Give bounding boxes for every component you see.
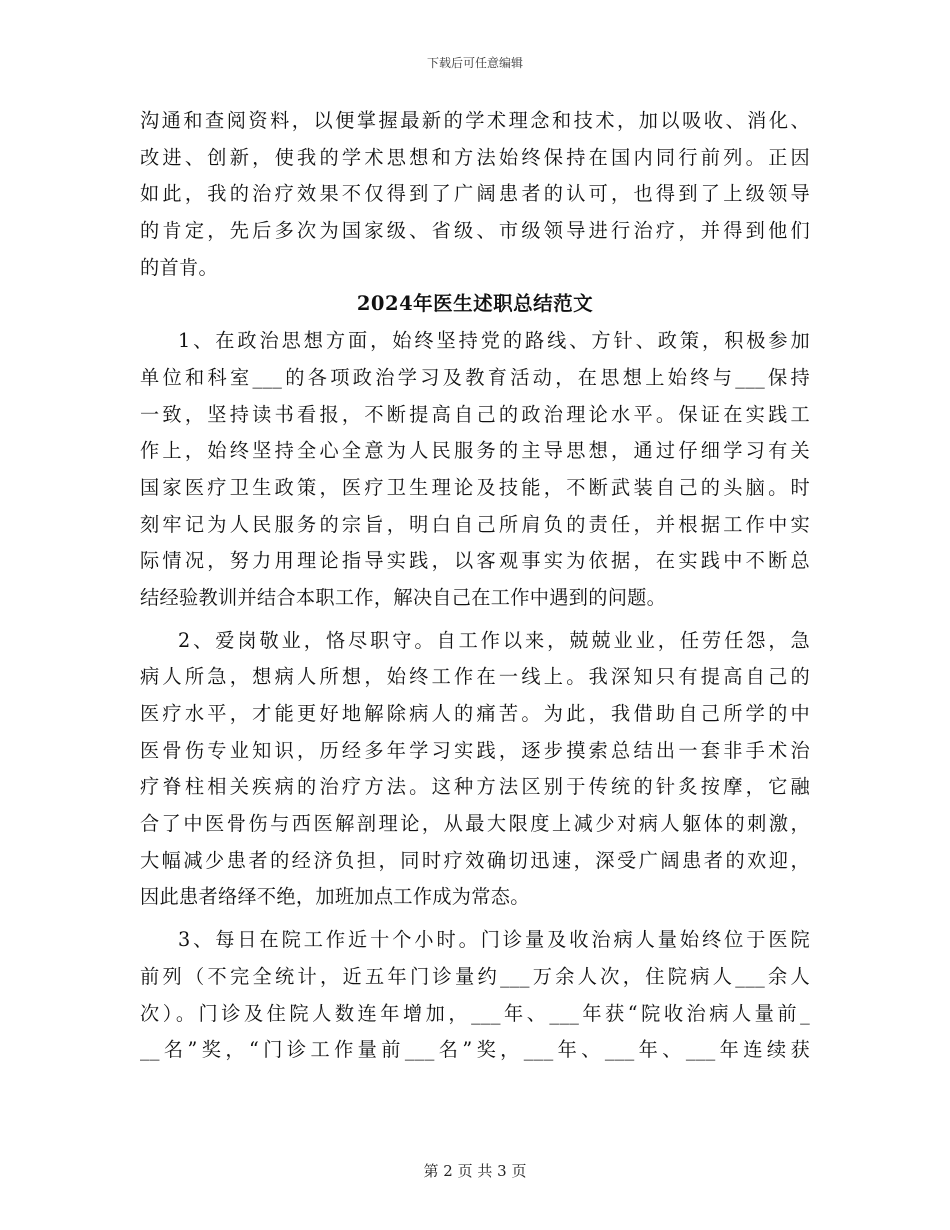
text-line: 沟通和查阅资料，以便掌握最新的学术理念和技术，加以吸收、消化、 (140, 109, 810, 132)
document-body (140, 103, 810, 1069)
text-line: 疗脊柱相关疾病的治疗方法。这种方法区别于传统的针炙按摩，它融 (140, 775, 810, 799)
text-line: 合了中医骨伤与西医解剖理论，从最大限度上减少对病人躯体的刺激， (140, 812, 810, 836)
document-title: 2024年医生述职总结范文 (356, 292, 594, 316)
page-footer: 第 2 页 共 3 页 (423, 1162, 527, 1180)
text-line: 的首肯。 (140, 255, 218, 279)
text-line: 医骨伤专业知识，历经多年学习实践，逐步摸索总结出一套非手术治 (140, 738, 810, 762)
text-line: 如此，我的治疗效果不仅得到了广阔患者的认可，也得到了上级领导 (140, 182, 810, 206)
text-line: 单位和科室___的各项政治学习及教育活动，在思想上始终与___保持 (140, 365, 810, 389)
text-line: 2、爱岗敬业，恪尽职守。自工作以来，兢兢业业，任劳任怨，急 (178, 628, 810, 652)
text-line: 改进、创新，使我的学术思想和方法始终保持在国内同行前列。正因 (140, 145, 810, 169)
text-line: 次）。门诊及住院人数连年增加，___年、___年获“院收治病人量前_ (140, 1001, 810, 1025)
text-line: 医疗水平，才能更好地解除病人的痛苦。为此，我借助自己所学的中 (140, 702, 810, 725)
text-line: 病人所急，想病人所想，始终工作在一线上。我深知只有提高自己的 (140, 665, 810, 689)
text-line: __名”奖，“门诊工作量前___名”奖，___年、___年、___年连续获 (140, 1038, 810, 1062)
text-line: 1、在政治思想方面，始终坚持党的路线、方针、政策，积极参加 (178, 329, 810, 353)
text-line: 刻牢记为人民服务的宗旨，明白自己所肩负的责任，并根据工作中实 (140, 512, 810, 536)
text-line: 结经验教训并结合本职工作，解决自己在工作中遇到的问题。 (140, 585, 667, 609)
text-line: 大幅减少患者的经济负担，同时疗效确切迅速，深受广阔患者的欢迎， (140, 848, 810, 872)
text-line: 国家医疗卫生政策，医疗卫生理论及技能，不断武装自己的头脑。时 (140, 475, 810, 499)
paragraph-2 (140, 623, 810, 917)
text-line: 作上，始终坚持全心全意为人民服务的主导思想，通过仔细学习有关 (140, 439, 810, 463)
text-line: 前列（不完全统计，近五年门诊量约___万余人次，住院病人___余人 (140, 964, 810, 988)
text-line: 一致，坚持读书看报，不断提高自己的政治理论水平。保证在实践工 (140, 402, 810, 426)
text-line: 际情况，努力用理论指导实践，以客观事实为依据，在实践中不断总 (140, 549, 810, 573)
text-line: 3、每日在院工作近十个小时。门诊量及收治病人量始终位于医院 (178, 928, 810, 952)
paragraph-3 (140, 922, 810, 1069)
paragraph-1 (140, 323, 810, 617)
carryover-paragraph (140, 103, 810, 286)
text-line: 因此患者络绎不绝，加班加点工作成为常态。 (140, 885, 530, 909)
text-line: 的肯定，先后多次为国家级、省级、市级领导进行治疗，并得到他们 (140, 219, 810, 243)
page-header: 下载后可任意编辑 (426, 56, 523, 70)
